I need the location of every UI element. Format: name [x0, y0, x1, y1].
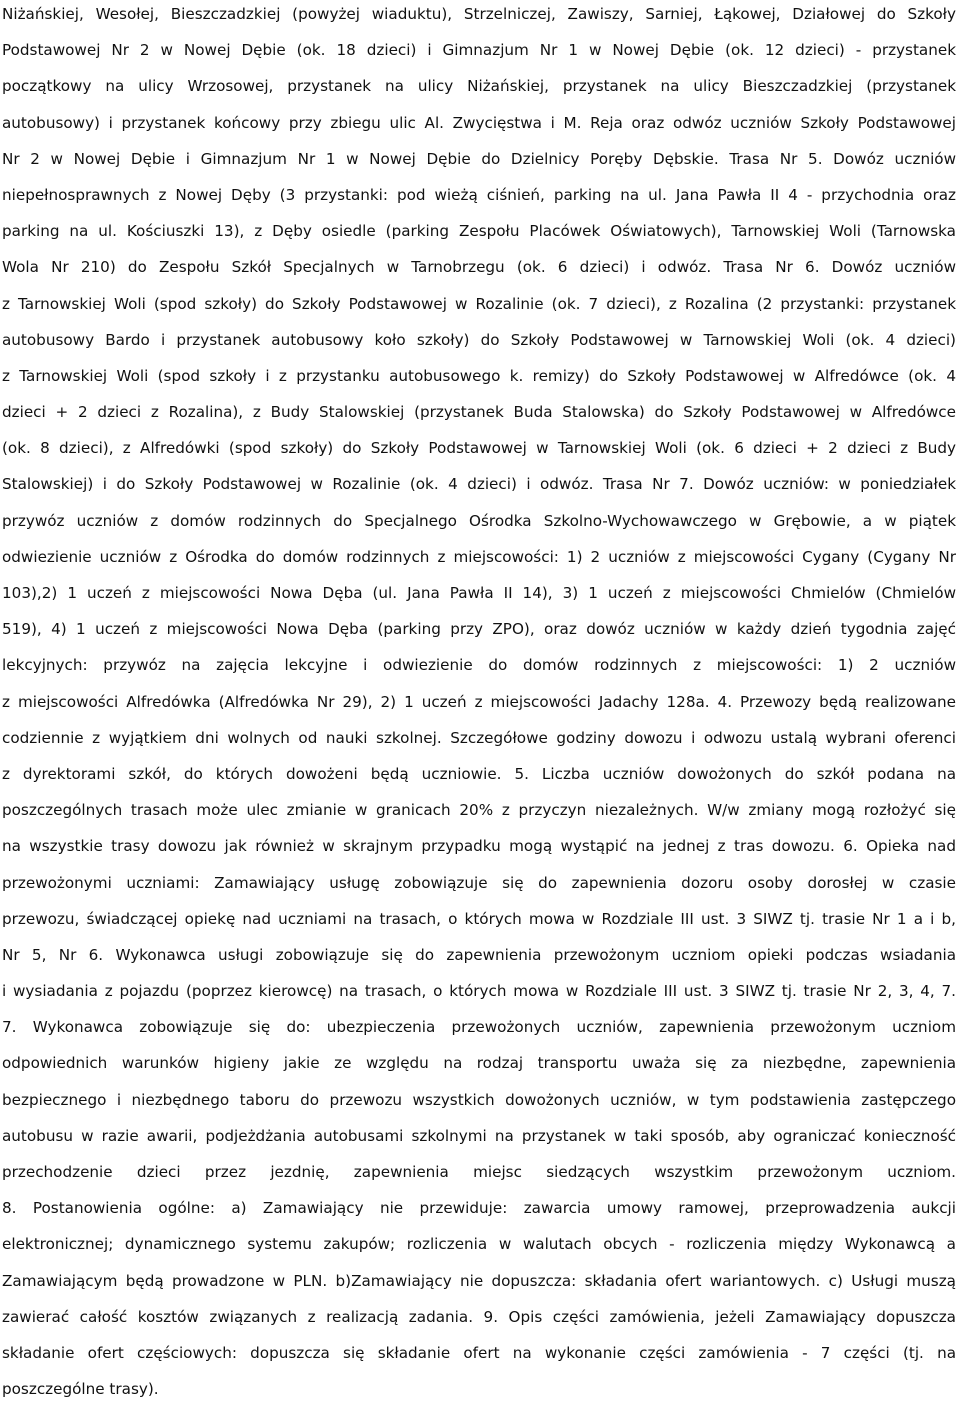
- text-line: z dyrektorami szkół, do których dowożeni będą uczniowie. 5. Liczba uczniów dowożonych do szkół podana na: [2, 764, 956, 783]
- text-line: przewozu, świadczącej opiekę nad uczniami na trasach, o których mowa w Rozdziale III ust. 3 SIWZ tj. trasie Nr 1 a i b,: [2, 909, 956, 928]
- text-line: 7. Wykonawca zobowiązuje się do: ubezpieczenia przewożonych uczniów, zapewnienia przewożonym uczniom: [2, 1018, 956, 1037]
- text-line: na wszystkie trasy dowozu jak również w skrajnym przypadku mogą wystąpić na jednej z tras dowozu. 6. Opieka nad: [2, 837, 956, 856]
- text-line: poszczególne trasy).: [2, 1380, 159, 1399]
- text-line: poszczególnych trasach może ulec zmianie w granicach 20% z przyczyn niezależnych. W/w zmiany mogą rozłożyć się: [2, 801, 956, 820]
- text-line: autobusowy Bardo i przystanek autobusowy koło szkoły) do Szkoły Podstawowej w Tarnowskiej Woli (ok. 4 dzieci): [2, 330, 956, 349]
- text-line: Nr 5, Nr 6. Wykonawca usługi zobowiązuje się do zapewnienia przewożonym uczniom opieki podczas wsiadania: [2, 945, 956, 964]
- text-line: 8. Postanowienia ogólne: a) Zamawiający nie przewiduje: zawarcia umowy ramowej, przeprowadzenia aukcji: [2, 1199, 956, 1218]
- text-line: Stalowskiej) i do Szkoły Podstawowej w Rozalinie (ok. 4 dzieci) i odwóz. Trasa Nr 7. Dowóz uczniów: w poniedziałek: [2, 475, 956, 494]
- text-line: codziennie z wyjątkiem dni wolnych od nauki szkolnej. Szczegółowe godziny dowozu i odwozu ustalą wybrani oferenci: [2, 728, 956, 747]
- text-line: przechodzenie dzieci przez jezdnię, zapewnienia miejsc siedzących wszystkim przewożonym uczniom.: [2, 1163, 956, 1181]
- text-line: bezpiecznego i niezbędnego taboru do przewozu wszystkich dowożonych uczniów, w tym podstawienia zastępczego: [2, 1090, 956, 1109]
- text-line: przywóz uczniów z domów rodzinnych do Specjalnego Ośrodka Szkolno-Wychowawczego w Grębowie, a w piątek: [2, 511, 956, 530]
- text-line: zawierać całość kosztów związanych z realizacją zadania. 9. Opis części zamówienia, jeżeli Zamawiający dopuszcza: [2, 1307, 956, 1326]
- text-line: Podstawowej Nr 2 w Nowej Dębie (ok. 18 dzieci) i Gimnazjum Nr 1 w Nowej Dębie (ok. 12 dzieci) - przystanek: [2, 41, 956, 60]
- text-line: Zamawiającym będą prowadzone w PLN. b)Zamawiający nie dopuszcza: składania ofert wariantowych. c) Usługi muszą: [2, 1271, 956, 1290]
- text-line: autobusu w razie awarii, podjeżdżania autobusami szkolnymi na przystanek w taki sposób, aby ograniczać konieczność: [2, 1126, 956, 1145]
- text-line: Niżańskiej, Wesołej, Bieszczadzkiej (powyżej wiaduktu), Strzelniczej, Zawiszy, Sarniej, Łąkowej, Działowej do Szkoły: [2, 5, 956, 23]
- document-body: [2, 0, 956, 1407]
- text-line: początkowy na ulicy Wrzosowej, przystanek na ulicy Niżańskiej, przystanek na ulicy Bieszczadzkiej (przystanek: [2, 77, 956, 96]
- text-line: Nr 2 w Nowej Dębie i Gimnazjum Nr 1 w Nowej Dębie do Dzielnicy Poręby Dębskie. Trasa Nr 5. Dowóz uczniów: [2, 149, 956, 168]
- text-line: z Tarnowskiej Woli (spod szkoły) do Szkoły Podstawowej w Rozalinie (ok. 7 dzieci), z Rozalina (2 przystanki: przystanek: [2, 294, 956, 313]
- text-line: 519), 4) 1 uczeń z miejscowości Nowa Dęba (parking przy ZPO), oraz dowóz uczniów w każdy dzień tygodnia zajęć: [2, 620, 956, 639]
- text-line: 103),2) 1 uczeń z miejscowości Nowa Dęba (ul. Jana Pawła II 14), 3) 1 uczeń z miejscowości Chmielów (Chmielów: [2, 584, 956, 602]
- text-line: składanie ofert częściowych: dopuszcza się składanie ofert na wykonanie części zamówienia - 7 części (tj. na: [2, 1343, 956, 1362]
- text-line: lekcyjnych: przywóz na zajęcia lekcyjne i odwiezienie do domów rodzinnych z miejscowości: 1) 2 uczniów: [2, 656, 956, 675]
- text-line: dzieci + 2 dzieci z Rozalina), z Budy Stalowskiej (przystanek Buda Stalowska) do Szkoły Podstawowej w Alfredówce: [2, 403, 956, 422]
- text-line: odwiezienie uczniów z Ośrodka do domów rodzinnych z miejscowości: 1) 2 uczniów z miejscowości Cygany (Cygany Nr: [2, 547, 956, 566]
- text-line: autobusowy) i przystanek końcowy przy zbiegu ulic Al. Zwycięstwa i M. Reja oraz odwóz uczniów Szkoły Podstawowej: [2, 113, 956, 132]
- text-line: parking na ul. Kościuszki 13), z Dęby osiedle (parking Zespołu Placówek Oświatowych), Tarnowskiej Woli (Tarnowska: [2, 222, 956, 241]
- text-line: i wysiadania z pojazdu (poprzez kierowcę) na trasach, o których mowa w Rozdziale III ust. 3 SIWZ tj. trasie Nr 2, 3, 4, 7.: [2, 982, 956, 1001]
- text-line: niepełnosprawnych z Nowej Dęby (3 przystanki: pod wieżą ciśnień, parking na ul. Jana Pawła II 4 - przychodnia oraz: [2, 185, 956, 204]
- text-line: z Tarnowskiej Woli (spod szkoły i z przystanku autobusowego k. remizy) do Szkoły Podstawowej w Alfredówce (ok. 4: [2, 366, 956, 385]
- text-line: elektronicznej; dynamicznego systemu zakupów; rozliczenia w walutach obcych - rozliczenia między Wykonawcą a: [2, 1235, 956, 1254]
- text-line: (ok. 8 dzieci), z Alfredówki (spod szkoły) do Szkoły Podstawowej w Tarnowskiej Woli (ok. 6 dzieci + 2 dzieci z Budy: [2, 439, 956, 458]
- text-line: Wola Nr 210) do Zespołu Szkół Specjalnych w Tarnobrzegu (ok. 6 dzieci) i odwóz. Trasa Nr 6. Dowóz uczniów: [2, 258, 956, 277]
- text-line: odpowiednich warunków higieny jakie ze względu na rodzaj transportu uważa się za niezbędne, zapewnienia: [2, 1054, 956, 1073]
- text-line: z miejscowości Alfredówka (Alfredówka Nr 29), 2) 1 uczeń z miejscowości Jadachy 128a. 4. Przewozy będą realizowane: [2, 692, 956, 711]
- text-line: przewożonymi uczniami: Zamawiający usługę zobowiązuje się do zapewnienia dozoru osoby dorosłej w czasie: [2, 873, 956, 892]
